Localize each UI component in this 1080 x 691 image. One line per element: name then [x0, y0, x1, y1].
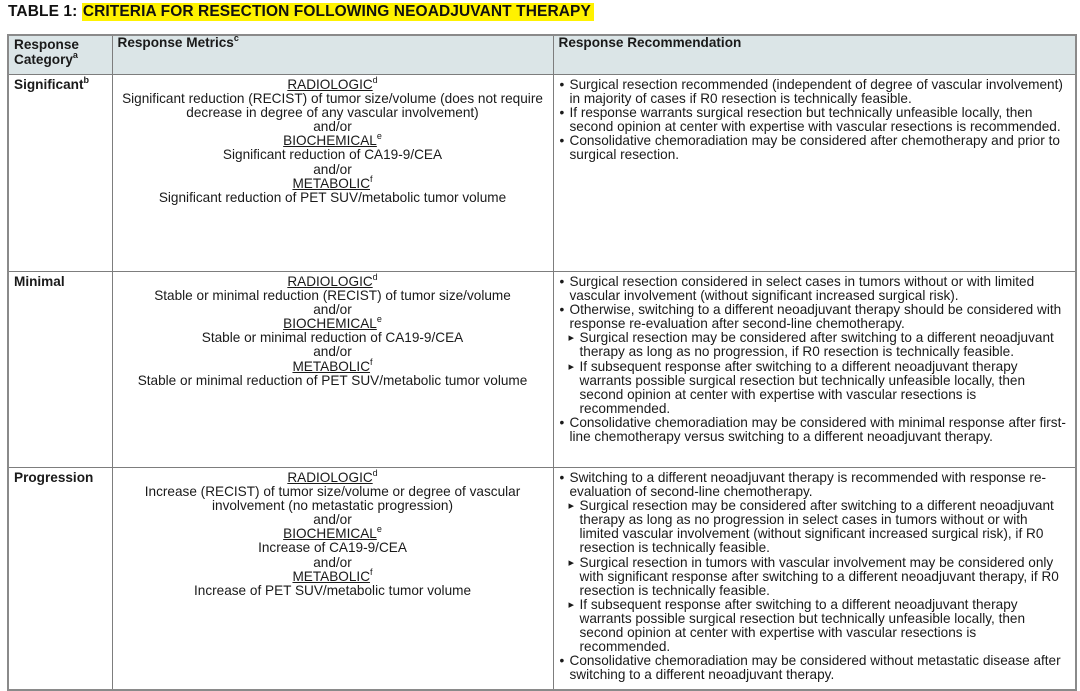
table-row-minimal — [8, 272, 1076, 468]
radiologic-heading: RADIOLOGIC$^d$ — [287, 468, 378, 485]
sub-recommendation-item: ▸ If subsequent response after switching to a different neoadjuvant therapy warrants possible surgical resection but technically unfeasible locally, then second opinion at center with expertise with vascular resections is recommended. — [558, 360, 1070, 416]
biochemical-heading: BIOCHEMICAL$^e$ — [283, 131, 382, 149]
footnote-marker: d — [372, 75, 378, 85]
table-title-highlighted: CRITERIA FOR RESECTION FOLLOWING NEOADJUVANT THERAPY — [82, 3, 594, 21]
response-recommendation-cell — [553, 75, 1076, 272]
recommendation-item: • Consolidative chemoradiation may be considered with minimal response after first-line chemotherapy versus switching to a different neoadjuvant therapy. — [558, 416, 1070, 444]
response-category-cell — [8, 468, 112, 691]
footnote-marker: a — [72, 50, 78, 60]
radiologic-heading: RADIOLOGIC$^d$ — [287, 75, 378, 92]
biochemical-heading: BIOCHEMICAL$^e$ — [283, 524, 382, 542]
metabolic-criteria: Significant reduction of PET SUV/metabolic tumor volume — [158, 189, 507, 205]
and-or-connector: and/or — [313, 554, 352, 570]
header-row — [8, 35, 1076, 75]
category-label: Minimal — [14, 274, 65, 289]
recommendation-item: • Surgical resection recommended (independent of degree of vascular involvement) in majority of cases if R0 resection is technically feasible. — [558, 78, 1070, 106]
sub-recommendation-item: ▸ Surgical resection may be considered after switching to a different neoadjuvant therapy as long as no progression, if R0 resection is technically feasible. — [558, 331, 1070, 359]
table-row-progression — [8, 468, 1076, 691]
header-response-category: Response Category$^a$ — [8, 35, 112, 75]
footnote-marker: e — [376, 314, 382, 325]
footnote-marker: b — [83, 75, 89, 85]
and-or-connector: and/or — [313, 344, 352, 360]
recommendation-item: • Consolidative chemoradiation may be considered after chemotherapy and prior to surgical resection. — [558, 134, 1070, 162]
recommendation-item: • Switching to a different neoadjuvant therapy is recommended with response re-evaluation of second-line chemotherapy. — [558, 471, 1070, 499]
radiologic-heading: RADIOLOGIC$^d$ — [287, 272, 378, 289]
metabolic-heading: METABOLIC$^f$ — [292, 356, 373, 374]
biochemical-criteria: Significant reduction of CA19-9/CEA — [222, 147, 443, 163]
biochemical-heading: BIOCHEMICAL$^e$ — [283, 314, 382, 332]
footnote-marker: c — [233, 33, 239, 43]
table-row-significant — [8, 75, 1076, 272]
metabolic-criteria: Increase of PET SUV/metabolic tumor volume — [193, 582, 472, 598]
radiologic-criteria: Stable or minimal reduction (RECIST) of tumor size/volume — [154, 288, 511, 304]
footnote-marker: d — [372, 468, 378, 478]
radiologic-criteria: Increase (RECIST) of tumor size/volume or degree of vascular involvement (no metastatic progression) — [144, 484, 521, 514]
and-or-connector: and/or — [313, 302, 352, 318]
table-title — [8, 3, 594, 21]
footnote-marker: f — [370, 356, 373, 367]
recommendation-item: • Surgical resection considered in select cases in tumors without or with limited vascular involvement (without significant increased surgical risk). — [558, 275, 1070, 303]
category-label: Significant — [14, 77, 84, 92]
header-response-metrics: Response Metrics$^c$ — [112, 35, 553, 75]
metabolic-heading: METABOLIC$^f$ — [292, 173, 373, 191]
category-label: Progression — [14, 470, 94, 485]
sub-recommendation-item: ▸ Surgical resection in tumors with vascular involvement may be considered only with significant response after switching to a different neoadjuvant therapy, if R0 resection is technically feasible. — [558, 556, 1070, 598]
response-metrics-cell — [112, 468, 553, 691]
and-or-connector: and/or — [313, 161, 352, 177]
recommendation-item: • If response warrants surgical resection but technically unfeasible locally, then second opinion at center with expertise with vascular resections is recommended. — [558, 106, 1070, 134]
response-recommendation-cell — [553, 468, 1076, 691]
resection-criteria-table — [7, 34, 1077, 691]
biochemical-criteria: Increase of CA19-9/CEA — [258, 540, 407, 556]
footnote-marker: f — [370, 566, 373, 577]
recommendation-item: • Otherwise, switching to a different neoadjuvant therapy should be considered with response re-evaluation after second-line chemotherapy. — [558, 303, 1070, 331]
footnote-marker: e — [376, 131, 382, 142]
and-or-connector: and/or — [313, 119, 352, 135]
radiologic-criteria: Significant reduction (RECIST) of tumor size/volume (does not require decrease in degree of any vascular involvement) — [122, 91, 543, 121]
footnote-marker: e — [376, 524, 382, 535]
table-number: TABLE 1: — [8, 3, 82, 20]
header-response-recommendation: Response Recommendation — [553, 35, 1076, 75]
sub-recommendation-item: ▸ If subsequent response after switching to a different neoadjuvant therapy warrants possible surgical resection but technically unfeasible locally, then second opinion at center with expertise with vascular resections is recommended. — [558, 598, 1070, 654]
metabolic-criteria: Stable or minimal reduction of PET SUV/metabolic tumor volume — [137, 372, 528, 388]
recommendation-item: • Consolidative chemoradiation may be considered without metastatic disease after switching to a different neoadjuvant therapy. — [558, 654, 1070, 682]
response-recommendation-cell — [553, 272, 1076, 468]
sub-recommendation-item: ▸ Surgical resection may be considered after switching to a different neoadjuvant therapy as long as no progression in select cases in tumors without or with limited vascular involvement (without significant increased surgical risk), if R0 resection is technically feasible. — [558, 499, 1070, 555]
response-metrics-cell — [112, 272, 553, 468]
response-metrics-cell — [112, 75, 553, 272]
biochemical-criteria: Stable or minimal reduction of CA19-9/CEA — [201, 330, 464, 346]
response-category-cell — [8, 272, 112, 468]
and-or-connector: and/or — [313, 512, 352, 528]
footnote-marker: d — [372, 272, 378, 282]
metabolic-heading: METABOLIC$^f$ — [292, 566, 373, 584]
footnote-marker: f — [370, 173, 373, 184]
response-category-cell — [8, 75, 112, 272]
